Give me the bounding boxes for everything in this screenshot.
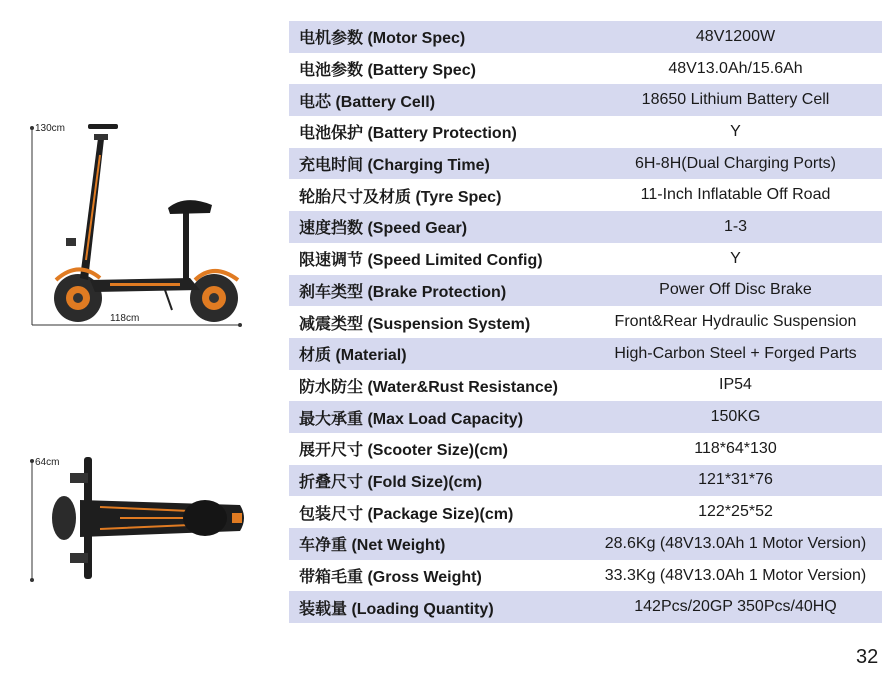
spec-label: 展开尺寸 (Scooter Size)(cm) [289,433,589,465]
spec-value: 1-3 [589,211,882,243]
spec-label: 刹车类型 (Brake Protection) [289,275,589,307]
spec-row [289,116,882,148]
spec-row [289,211,882,243]
spec-value: Front&Rear Hydraulic Suspension [589,306,882,338]
spec-label: 防水防尘 (Water&Rust Resistance) [289,370,589,402]
spec-row [289,243,882,275]
spec-row [289,496,882,528]
spec-row [289,148,882,180]
spec-label: 包装尺寸 (Package Size)(cm) [289,496,589,528]
spec-row [289,306,882,338]
spec-row [289,433,882,465]
spec-label: 电芯 (Battery Cell) [289,84,589,116]
spec-label: 材质 (Material) [289,338,589,370]
spec-label: 电机参数 (Motor Spec) [289,21,589,53]
spec-label: 折叠尺寸 (Fold Size)(cm) [289,465,589,497]
page-number: 32 [856,646,879,668]
spec-value: Y [589,243,882,275]
spec-value: 48V13.0Ah/15.6Ah [589,53,882,85]
spec-label: 电池参数 (Battery Spec) [289,53,589,85]
spec-value: 11-Inch Inflatable Off Road [589,179,882,211]
spec-row [289,370,882,402]
spec-label: 车净重 (Net Weight) [289,528,589,560]
spec-value: 28.6Kg (48V13.0Ah 1 Motor Version) [589,528,882,560]
spec-value: IP54 [589,370,882,402]
spec-label: 充电时间 (Charging Time) [289,148,589,180]
spec-label: 电池保护 (Battery Protection) [289,116,589,148]
spec-value: 121*31*76 [589,465,882,497]
spec-value: Y [589,116,882,148]
width-dimension: 64cm [35,457,60,468]
spec-value: 48V1200W [589,21,882,53]
spec-row [289,591,882,623]
spec-value: 150KG [589,401,882,433]
spec-value: 6H-8H(Dual Charging Ports) [589,148,882,180]
spec-row [289,401,882,433]
spec-row [289,465,882,497]
spec-value: 142Pcs/20GP 350Pcs/40HQ [589,591,882,623]
spec-table [289,21,882,623]
spec-row [289,53,882,85]
spec-value: 118*64*130 [589,433,882,465]
spec-label: 装载量 (Loading Quantity) [289,591,589,623]
spec-value: Power Off Disc Brake [589,275,882,307]
spec-row [289,275,882,307]
length-dimension: 118cm [110,313,140,324]
spec-label: 减震类型 (Suspension System) [289,306,589,338]
spec-label: 带箱毛重 (Gross Weight) [289,560,589,592]
spec-row [289,21,882,53]
scooter-side-view [0,110,280,340]
spec-row [289,179,882,211]
spec-label: 速度挡数 (Speed Gear) [289,211,589,243]
spec-row [289,338,882,370]
spec-label: 限速调节 (Speed Limited Config) [289,243,589,275]
spec-value: 122*25*52 [589,496,882,528]
spec-label: 轮胎尺寸及材质 (Tyre Spec) [289,179,589,211]
scooter-side-illustration [0,110,280,340]
height-dimension: 130cm [35,123,66,134]
spec-label: 最大承重 (Max Load Capacity) [289,401,589,433]
spec-value: High-Carbon Steel + Forged Parts [589,338,882,370]
spec-row [289,84,882,116]
spec-value: 18650 Lithium Battery Cell [589,84,882,116]
scooter-top-view [0,445,280,595]
spec-value: 33.3Kg (48V13.0Ah 1 Motor Version) [589,560,882,592]
spec-row [289,560,882,592]
spec-row [289,528,882,560]
